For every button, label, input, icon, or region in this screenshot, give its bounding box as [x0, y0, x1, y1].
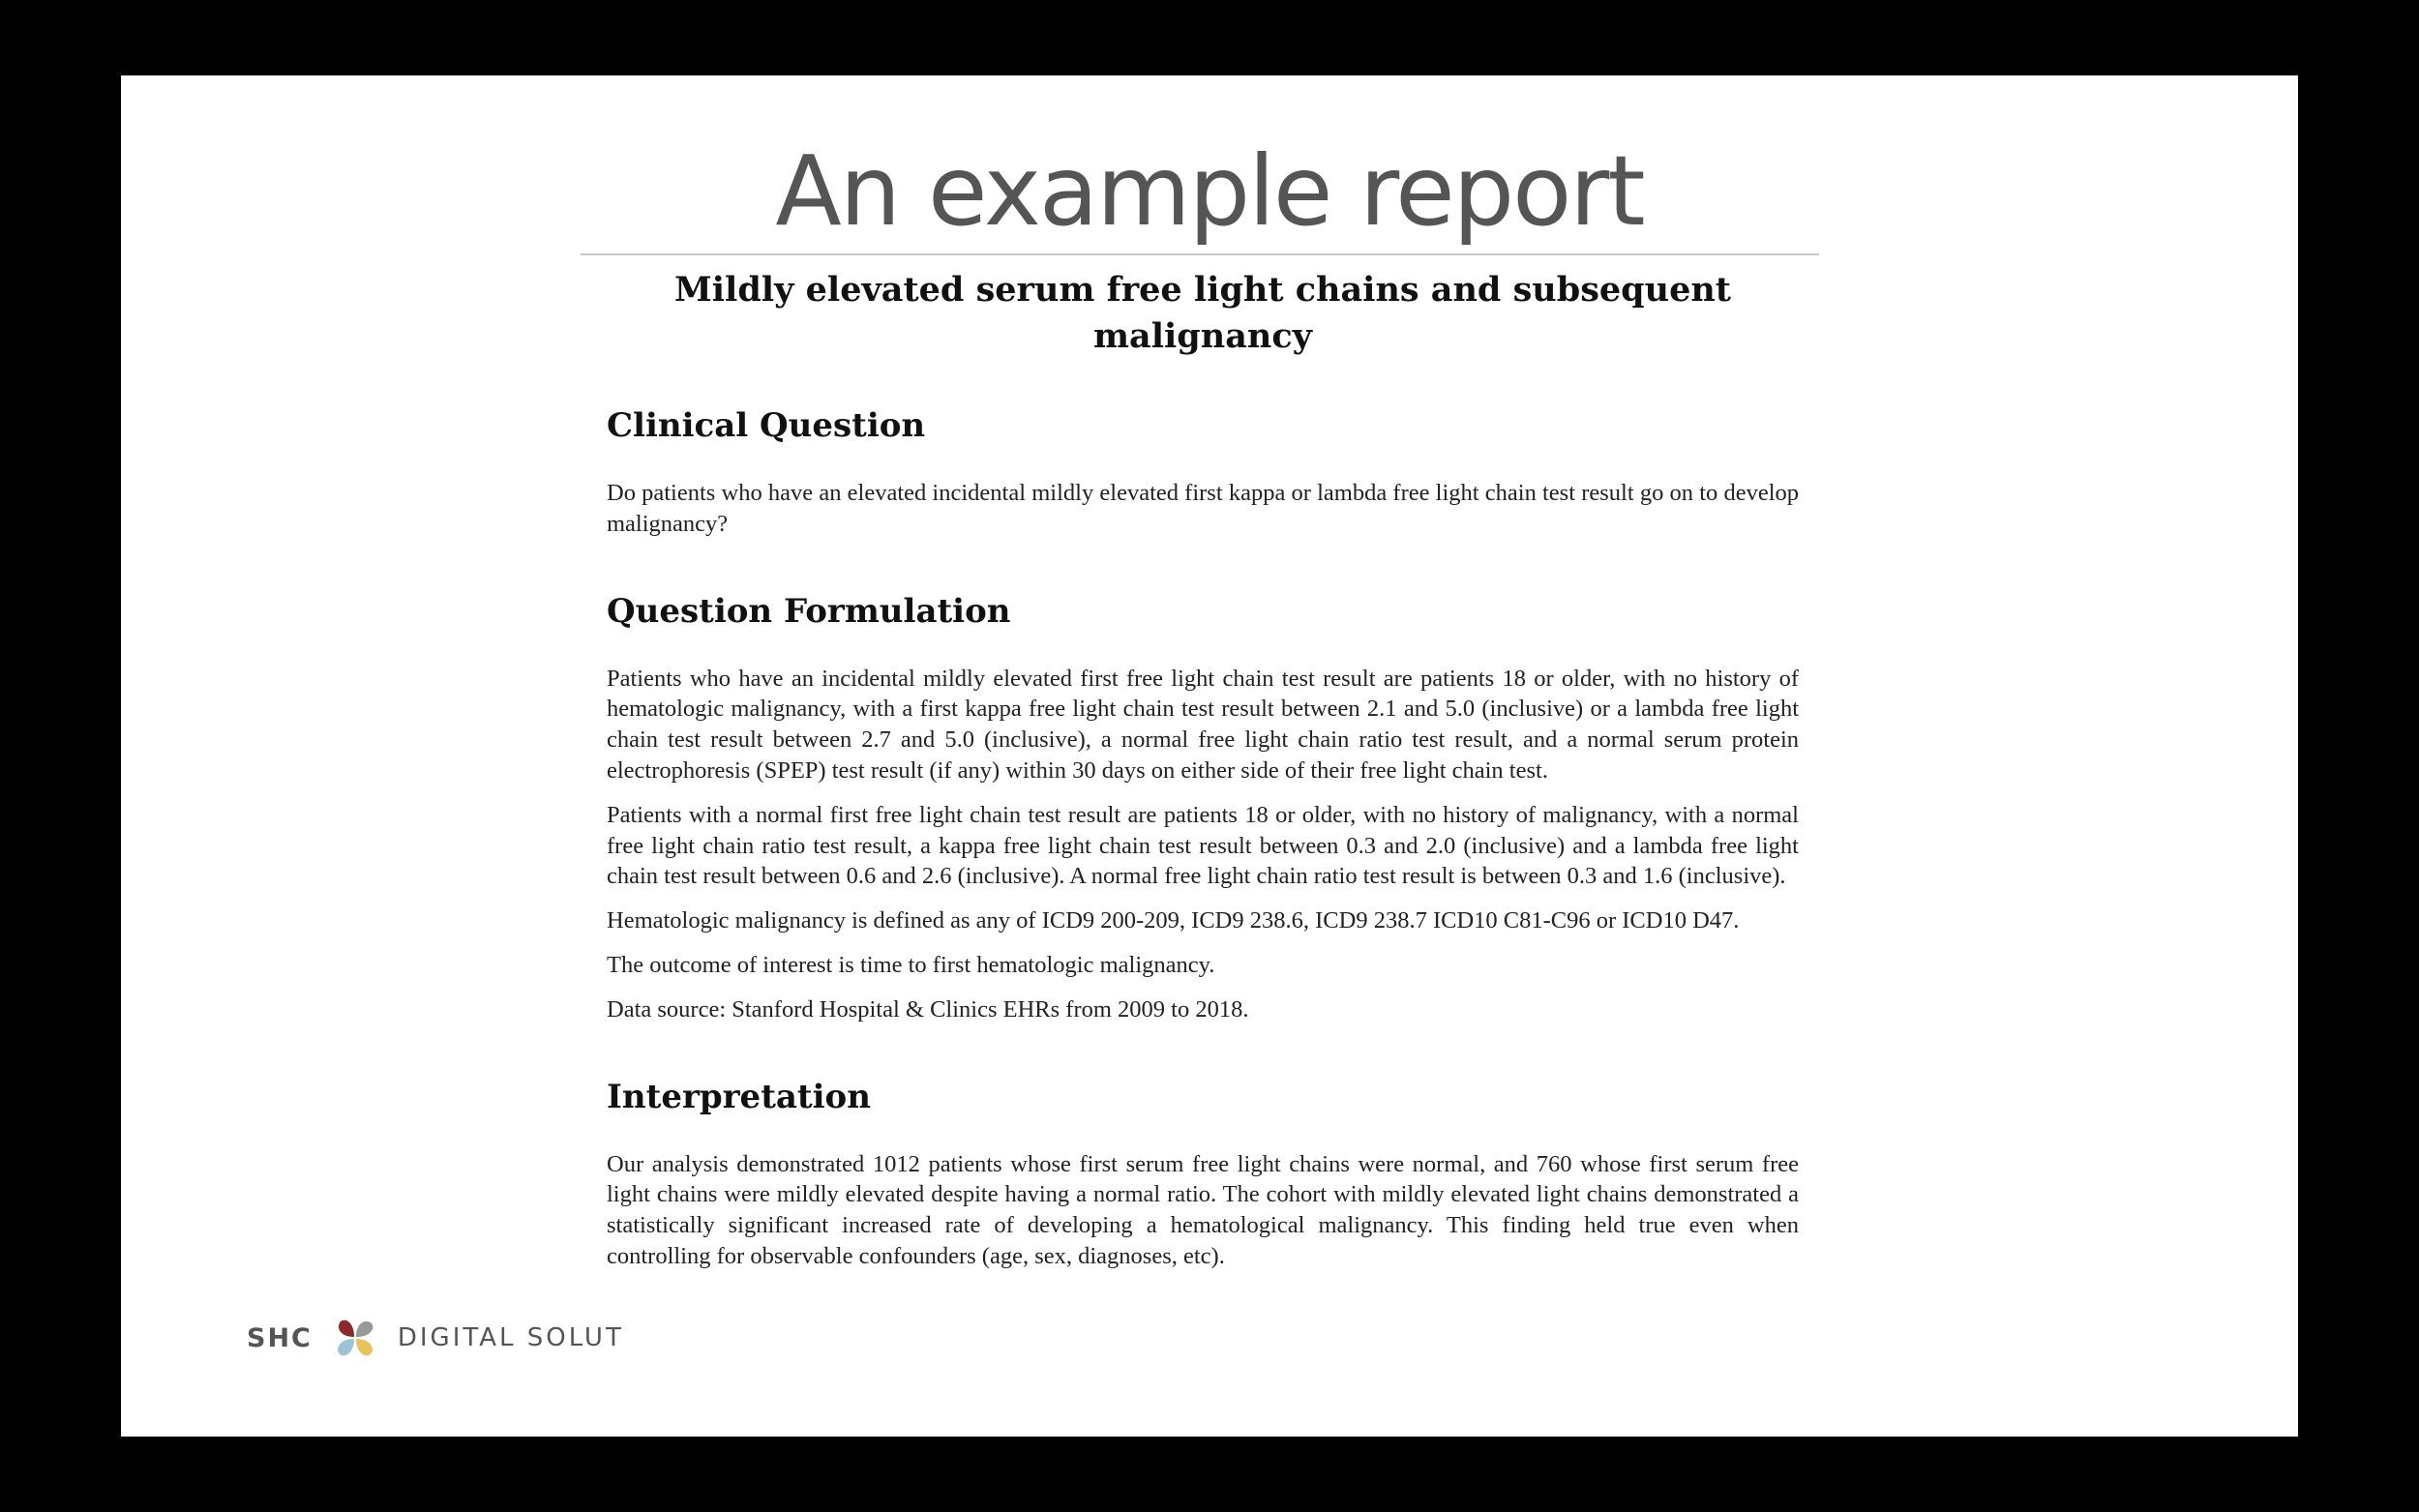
formulation-paragraph-elevated: Patients who have an incidental mildly elevated first free light chain test result are patients 18 or older, with no history of hematologic malignancy, with a first kappa free light chain test result between 2.1 and 5.0 (inclusive) or a lambda free light chain test result between 2.7 and 5.0 (inclusive), a normal free light chain ratio test result, and a normal serum protein electrophoresis (SPEP) test result (if any) within 30 days on either side of their free light chain test.	[607, 665, 1799, 784]
report-page	[607, 267, 1799, 1286]
footer-logo	[247, 1314, 702, 1362]
org-unit-name: DIGITAL SOLUT	[397, 1323, 624, 1352]
formulation-paragraph-outcome: The outcome of interest is time to first hematologic malignancy.	[607, 951, 1215, 978]
formulation-paragraph-normal: Patients with a normal first free light chain test result are patients 18 or older, with no history of malignancy, with a normal free light chain ratio test result, a kappa free light chain test result between 0.3 and 2.0 (inclusive) and a lambda free light chain test result between 0.6 and 2.6 (inclusive). A normal free light chain ratio test result is between 0.3 and 1.6 (inclusive).	[607, 801, 1799, 890]
slide-title: An example report	[775, 134, 1644, 248]
formulation-paragraph-data-source: Data source: Stanford Hospital & Clinics EHRs from 2009 to 2018.	[607, 995, 1249, 1023]
clinical-question-text: Do patients who have an elevated incidental mildly elevated first kappa or lambda free light chain test result go on to develop malignancy?	[607, 480, 1799, 537]
formulation-paragraph-malignancy-definition: Hematologic malignancy is defined as any of ICD9 200-209, ICD9 238.6, ICD9 238.7 ICD10 C81-C96 or ICD10 D47.	[607, 907, 1740, 934]
section-heading-question-formulation: Question Formulation	[607, 591, 1011, 631]
report-title: Mildly elevated serum free light chains and subsequent malignancy	[674, 270, 1731, 356]
section-heading-interpretation: Interpretation	[607, 1077, 871, 1116]
slide	[121, 75, 2298, 1437]
title-divider	[581, 253, 1819, 255]
clover-logo-icon	[334, 1317, 376, 1359]
org-abbreviation: SHC	[247, 1322, 313, 1353]
interpretation-text: Our analysis demonstrated 1012 patients whose first serum free light chains were normal, and 760 whose first serum free light chains were mildly elevated despite having a normal ratio. The cohort with mildly elevated light chains demonstrated a statistically significant increased rate of developing a hematological malignancy. This finding held true even when controlling for observable confounders (age, sex, diagnoses, etc).	[607, 1150, 1799, 1269]
section-heading-clinical-question: Clinical Question	[607, 406, 926, 445]
